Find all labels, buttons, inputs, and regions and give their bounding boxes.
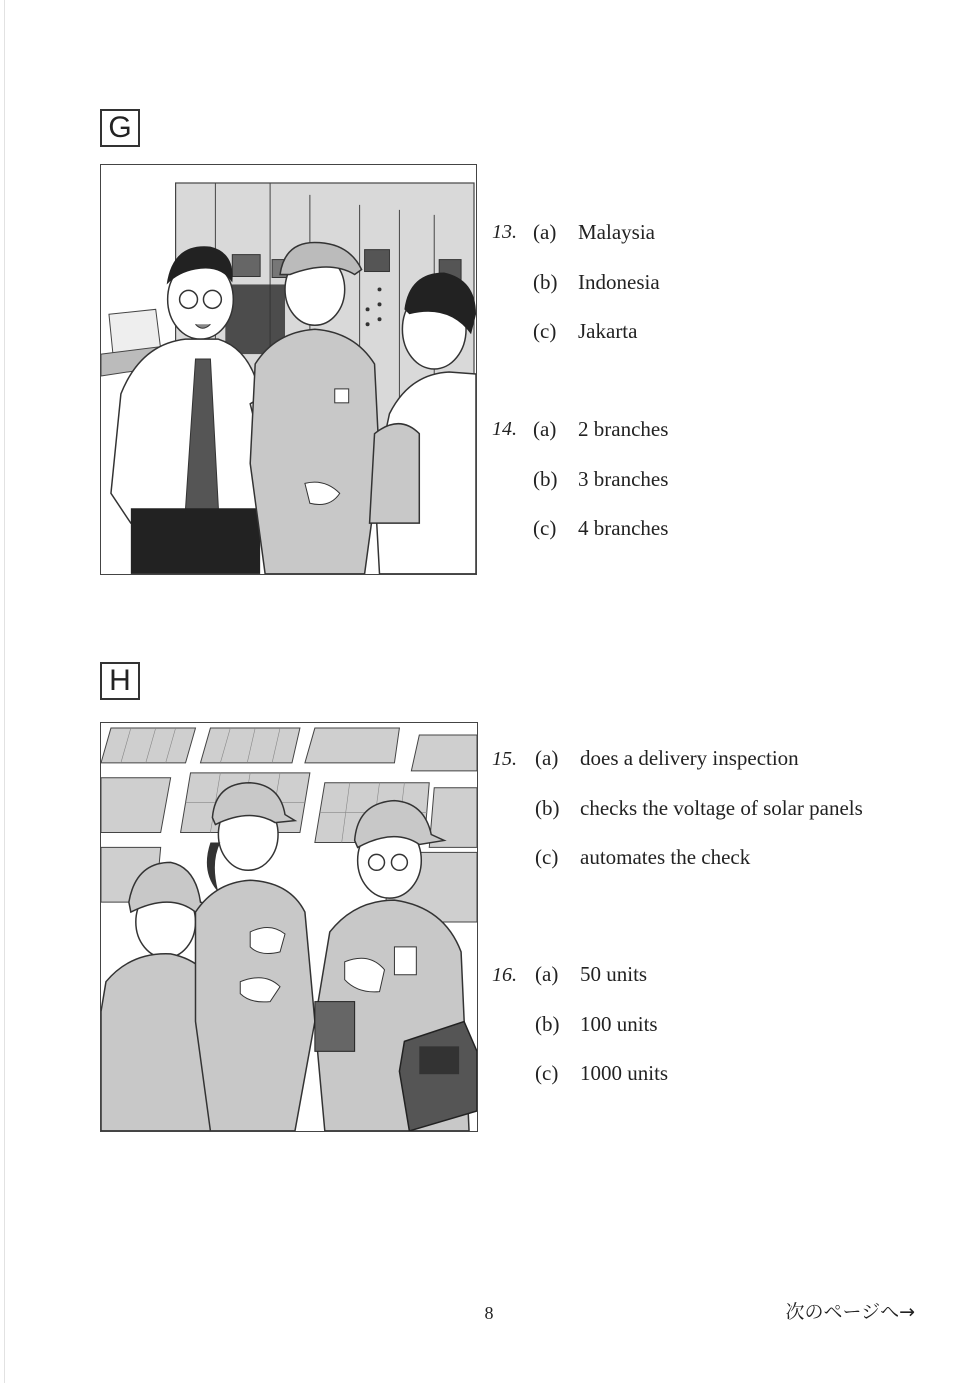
section-label-g: G [100,109,140,147]
q15-option-a-text: does a delivery inspection [580,746,799,770]
q13-option-c-letter: (c) [533,319,557,343]
illustration-g-drawing [101,165,476,574]
q15-option-b-text: checks the voltage of solar panels [580,796,863,820]
q15-option-c-letter: (c) [535,845,559,869]
q13-option-c-text: Jakarta [578,319,638,343]
q14-option-a-text: 2 branches [578,417,669,441]
illustration-h-drawing [101,723,477,1131]
q14-option-b-text: 3 branches [578,467,669,491]
q14-option-a-letter: (a) [533,417,557,441]
illustration-h-solar-panel-workers [100,722,478,1132]
next-page-indicator: 次のページへ→ [785,1301,915,1323]
q16-option-a-text: 50 units [580,962,648,986]
section-label-h: H [100,662,140,700]
q13-option-a-text: Malaysia [578,220,655,244]
q14-option-b-letter: (b) [533,467,558,491]
illustration-g-office-conversation [100,164,477,575]
q16-option-c-letter: (c) [535,1061,559,1085]
question-number-15: 15. [492,748,517,770]
question-number-16: 16. [492,964,517,986]
q15-option-c-text: automates the check [580,845,751,869]
q14-option-c-letter: (c) [533,516,557,540]
page-margin-line [4,0,5,1383]
q16-option-c-text: 1000 units [580,1061,669,1085]
q14-option-c-text: 4 branches [578,516,669,540]
q13-option-b-text: Indonesia [578,270,660,294]
q15-option-b-letter: (b) [535,796,560,820]
q15-option-a-letter: (a) [535,746,559,770]
q16-option-b-text: 100 units [580,1012,658,1036]
q16-option-a-letter: (a) [535,962,559,986]
question-number-13: 13. [492,221,517,243]
question-number-14: 14. [492,418,517,440]
q13-option-b-letter: (b) [533,270,558,294]
q16-option-b-letter: (b) [535,1012,560,1036]
page-number: 8 [484,1303,494,1323]
q13-option-a-letter: (a) [533,220,557,244]
